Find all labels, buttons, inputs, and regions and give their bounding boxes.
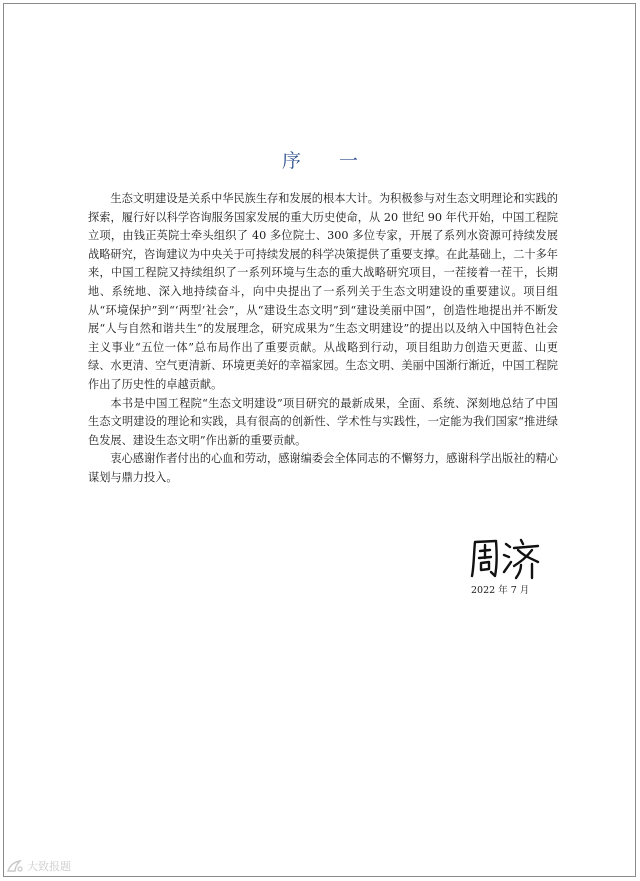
page-title: 序一	[281, 150, 396, 172]
paragraph-3: 衷心感谢作者付出的心血和劳动，感谢编委会全体同志的不懈努力，感谢科学出版社的精心谋划与鼎力投入。	[88, 452, 558, 484]
paragraph-1: 生态文明建设是关系中华民族生存和发展的根本大计。为积极参与对生态文明理论和实践的探索，履行好以科学咨询服务国家发展的重大历史使命，从 20 世纪 90 年代开始，中国工程院立项，由钱正英院士牵头组织了 40 多位院士、300 多位专家，开展了系列水资源可持续发展战略研究，咨询建议为中央关于可持续发展的科学决策提供了重要支撑。在此基础上，二十多年来，中国工程院又持续组织了一系列环境与生态的重大战略研究项目，一茬接着一茬干，长期地、系统地、深入地持续奋斗，向中央提出了一系列关于生态文明建设的重要建议。项目组从“环境保护”到“‘两型’社会”，从“建设生态文明”到“建设美丽中国”，创造性地提出并不断发展“人与自然和谐共生”的发展理念，研究成果为“生态文明建设”的提出以及纳入中国特色社会主义事业“五位一体”总布局作出了重要贡献。从战略到行动，项目组助力创造天更蓝、山更绿、水更清、空气更清新、环境更美好的幸福家园。生态文明、美丽中国渐行渐近，中国工程院作出了历史性的卓越贡献。	[88, 192, 558, 391]
preface-body	[88, 190, 558, 488]
watermark-logo-icon	[6, 859, 24, 873]
watermark-text: 大致报题	[27, 860, 71, 873]
paragraph-2: 本书是中国工程院“生态文明建设”项目研究的最新成果，全面、系统、深刻地总结了中国生态文明建设的理论和实践，具有很高的创新性、学术性与实践性，一定能为我们国家“推进绿色发展、建设生态文明”作出新的重要贡献。	[88, 396, 558, 447]
date: 2022 年 7 月	[471, 585, 530, 596]
watermark	[6, 858, 71, 874]
handwritten-signature	[466, 536, 546, 580]
